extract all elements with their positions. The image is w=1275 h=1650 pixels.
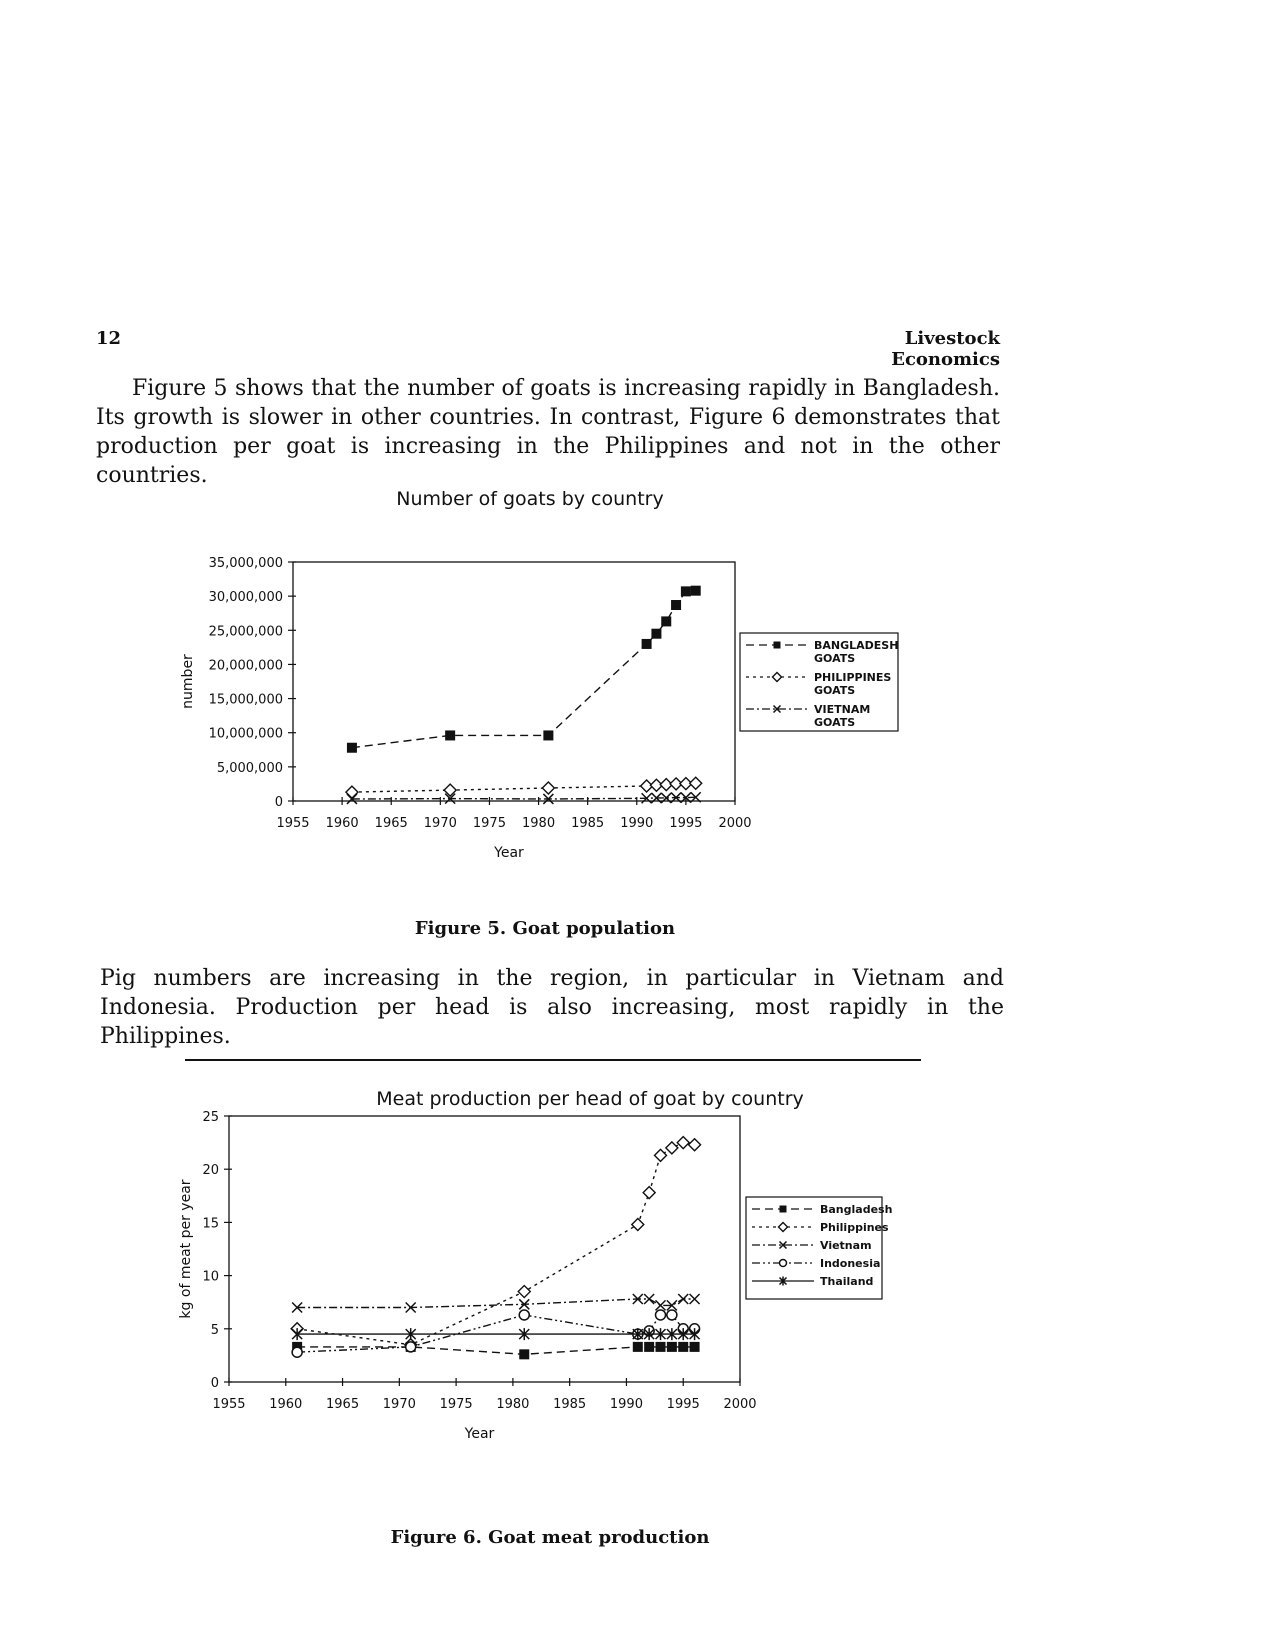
chart2-y-tick-label: 0 [210,1376,219,1391]
chart2-data-point [690,1342,700,1352]
chart2-data-point [519,1349,529,1359]
chart1-x-axis-label: Year [494,845,524,861]
chart2-series-4 [292,1328,699,1340]
chart2-data-point [518,1286,530,1298]
chart2-data-point [406,1342,416,1352]
chart1-legend-label: VIETNAM [814,703,871,716]
chart2-data-point [678,1342,688,1352]
chart1-x-tick-label: 1960 [325,816,359,831]
chart1-series-line-0 [352,591,696,748]
chart2-legend-label: Bangladesh [820,1203,893,1216]
chart2-y-tick-label: 5 [210,1322,219,1338]
chart2-series-1 [291,1137,700,1351]
chart1-series-0 [347,586,701,753]
chart1-data-point [651,629,661,639]
paragraph-pig-numbers: Pig numbers are increasing in the region, in particular in Vietnam and Indonesia. Production per head is also increasing, most rapidly in the Philippines. [100,966,1004,1049]
chart2-plot [178,1110,892,1442]
chart2-series-line-1 [297,1143,694,1345]
chart2-x-tick-label: 1960 [269,1397,303,1412]
chart1-data-point [661,616,671,626]
chart1-data-point [691,586,701,596]
chart2-data-point [633,1342,643,1352]
chart1-data-point [671,600,681,610]
chart2-series-line-2 [297,1299,694,1308]
chart1-data-point [346,786,358,798]
chart1-series-2 [347,792,701,804]
chart2-title: Meat production per head of goat by country [376,1088,804,1110]
chart2-legend-marker [780,1206,787,1213]
chart1-y-tick-label: 15,000,000 [208,692,283,708]
chart1-y-tick-label: 10,000,000 [208,726,283,742]
chart1-x-tick-label: 1955 [276,816,310,831]
chart2-data-point [656,1310,666,1320]
paragraph-figure5-intro: Figure 5 shows that the number of goats is increasing rapidly in Bangladesh. Its growth is slower in other countries. In contrast, Figure 6 demonstrates that production per goat is increasing in the Philippines and not in the other countries. [96,376,1000,488]
chart2-x-tick-label: 2000 [723,1397,757,1412]
chart1-legend-label: GOATS [814,684,856,697]
chart2-legend-label: Vietnam [820,1239,872,1252]
chart1-data-point [642,639,652,649]
chart2-legend-marker [780,1260,787,1267]
chart2-x-tick-label: 1970 [382,1397,416,1412]
chart2-x-tick-label: 1955 [212,1397,246,1412]
chart2-data-point [689,1139,701,1151]
chart1-data-point [543,730,553,740]
chart2-legend-label: Thailand [820,1275,874,1288]
chart1-y-axis-label: number [180,654,196,709]
chart2-legend-label: Philippines [820,1221,889,1234]
chart1-legend [740,633,898,731]
page-number: 12 [96,328,122,349]
chart2-data-point [667,1342,677,1352]
chart2-x-tick-label: 1975 [439,1397,473,1412]
chart2-data-point [678,1294,688,1304]
chart1-y-tick-label: 20,000,000 [208,658,283,674]
chart1-series-line-2 [352,797,696,799]
chart1-data-point [445,730,455,740]
figure5-caption: Figure 5. Goat population [414,918,676,939]
chart1-y-tick-label: 35,000,000 [208,556,283,571]
chart1-data-point [690,777,702,789]
chart1-y-tick-label: 5,000,000 [216,760,283,776]
chart2-x-axis-label: Year [464,1426,495,1442]
figure6-caption: Figure 6. Goat meat production [390,1527,710,1548]
chart2-series-0 [292,1342,699,1359]
chart2-y-tick-label: 15 [202,1216,219,1232]
chart2-data-point [519,1310,529,1320]
chart1-y-tick-label: 30,000,000 [208,590,283,606]
chart1-legend-label: PHILIPPINES [814,671,892,684]
chart1-x-tick-label: 1990 [620,816,654,831]
chart1-series-1 [346,777,702,798]
chart1-plot-frame [293,562,735,801]
chart2-x-tick-label: 1965 [326,1397,360,1412]
chart2-data-point [643,1187,655,1199]
chart1-y-tick-label: 25,000,000 [208,624,283,640]
chart2-x-tick-label: 1990 [609,1397,643,1412]
chart1-data-point [542,782,554,794]
chart1-title: Number of goats by country [396,488,664,510]
chart1-x-tick-label: 1965 [374,816,408,831]
chart2-y-tick-label: 10 [202,1269,219,1285]
chart2-y-axis-label: kg of meat per year [178,1179,194,1319]
chart1-legend-label: GOATS [814,652,856,665]
chart2-y-tick-label: 20 [202,1163,219,1179]
chart1-x-tick-label: 1980 [522,816,556,831]
chart2-legend [746,1197,892,1299]
chart2-x-tick-label: 1980 [496,1397,530,1412]
chart2-data-point [656,1342,666,1352]
chart2-data-point [677,1137,689,1149]
chart2-data-point [644,1342,654,1352]
chart1-legend-marker [774,642,781,649]
chart1-data-point [681,586,691,596]
chart1-legend-label: GOATS [814,716,856,729]
chart2-data-point [666,1142,678,1154]
chart1-x-tick-label: 1995 [669,816,703,831]
chart1-x-tick-label: 1970 [423,816,457,831]
chart1-y-tick-label: 0 [274,795,283,810]
chart2-x-tick-label: 1995 [666,1397,700,1412]
chart1-x-tick-label: 1985 [571,816,605,831]
section-divider [185,1059,921,1061]
chart2-data-point [690,1294,700,1304]
chart2-y-tick-label: 25 [202,1110,219,1125]
chart2-data-point [632,1219,644,1231]
chart2-data-point [292,1347,302,1357]
chart2-data-point [655,1149,667,1161]
chart1-data-point [347,743,357,753]
chart2-series-2 [292,1294,699,1313]
chart1-x-tick-label: 2000 [718,816,752,831]
chart2-legend-label: Indonesia [820,1257,881,1270]
chart2-data-point [667,1310,677,1320]
chart2-x-tick-label: 1985 [553,1397,587,1412]
chart1-legend-label: BANGLADESH [814,639,899,652]
chart1-plot [180,556,898,861]
running-head: Livestock Economics [891,328,1000,370]
chart1-x-tick-label: 1975 [472,816,506,831]
